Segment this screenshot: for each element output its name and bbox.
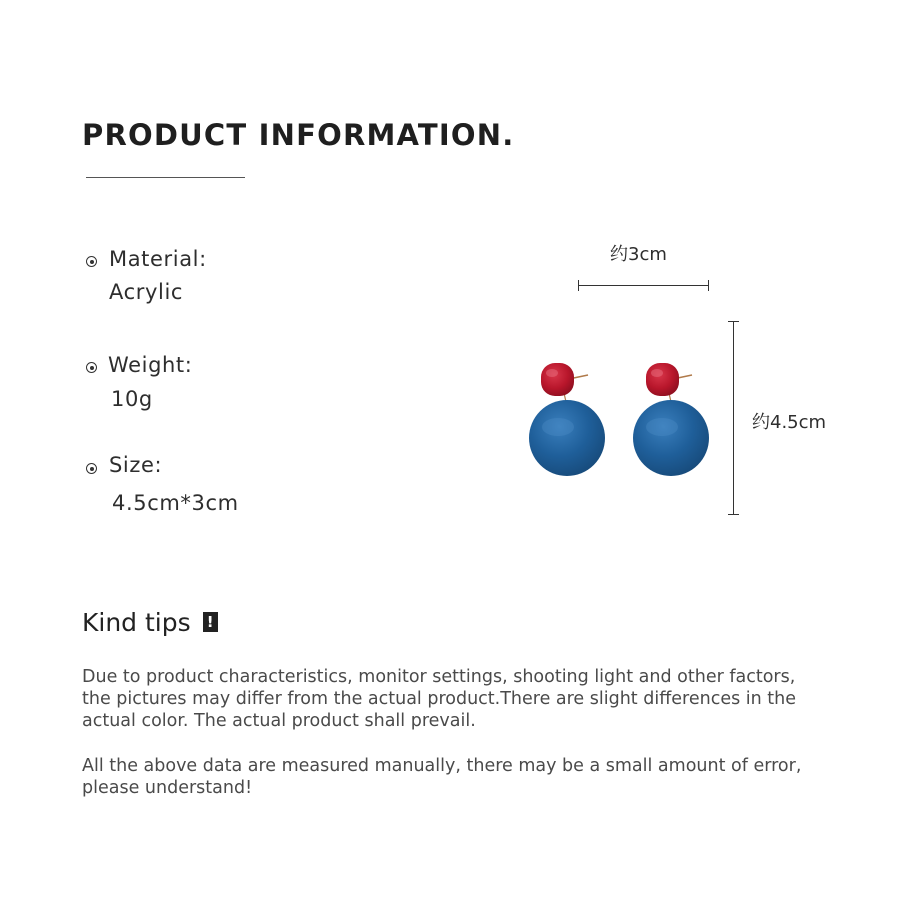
spec-weight-label: Weight: [108, 353, 193, 377]
circle-dot-icon [86, 362, 97, 373]
tips-paragraph-1: Due to product characteristics, monitor settings, shooting light and other factors, the pictures may differ from the actual product.There are slight differences in the actual color. The actual product shall prevail. [82, 667, 796, 731]
circle-dot-icon [86, 463, 97, 474]
earrings-image [520, 355, 720, 485]
height-dimension-label: 约4.5cm [752, 412, 827, 433]
spec-material-label: Material: [109, 247, 207, 271]
spec-weight-value: 10g [111, 387, 153, 411]
exclamation-icon: ! [203, 612, 218, 632]
width-dimension-tick-right [708, 280, 709, 291]
right-earring [633, 363, 709, 476]
height-dimension-tick-bottom [728, 514, 739, 515]
title-underline [86, 177, 245, 178]
width-dimension-label: 约3cm [610, 244, 667, 265]
width-dimension-tick-left [578, 280, 579, 291]
kind-tips-heading-text: Kind tips [82, 608, 191, 637]
spec-material-value: Acrylic [109, 280, 184, 304]
page-title: PRODUCT INFORMATION. [82, 118, 515, 152]
spec-size-value: 4.5cm*3cm [112, 491, 239, 515]
circle-dot-icon [86, 256, 97, 267]
height-dimension-tick-top [728, 321, 739, 322]
spec-size-label: Size: [109, 453, 163, 477]
earrings-illustration [520, 355, 720, 485]
width-dimension-line [578, 285, 709, 286]
tips-paragraph-2: All the above data are measured manually, there may be a small amount of error, please understand! [82, 756, 802, 798]
left-earring [529, 363, 605, 476]
kind-tips-heading [82, 608, 218, 637]
height-dimension-line [733, 321, 734, 515]
